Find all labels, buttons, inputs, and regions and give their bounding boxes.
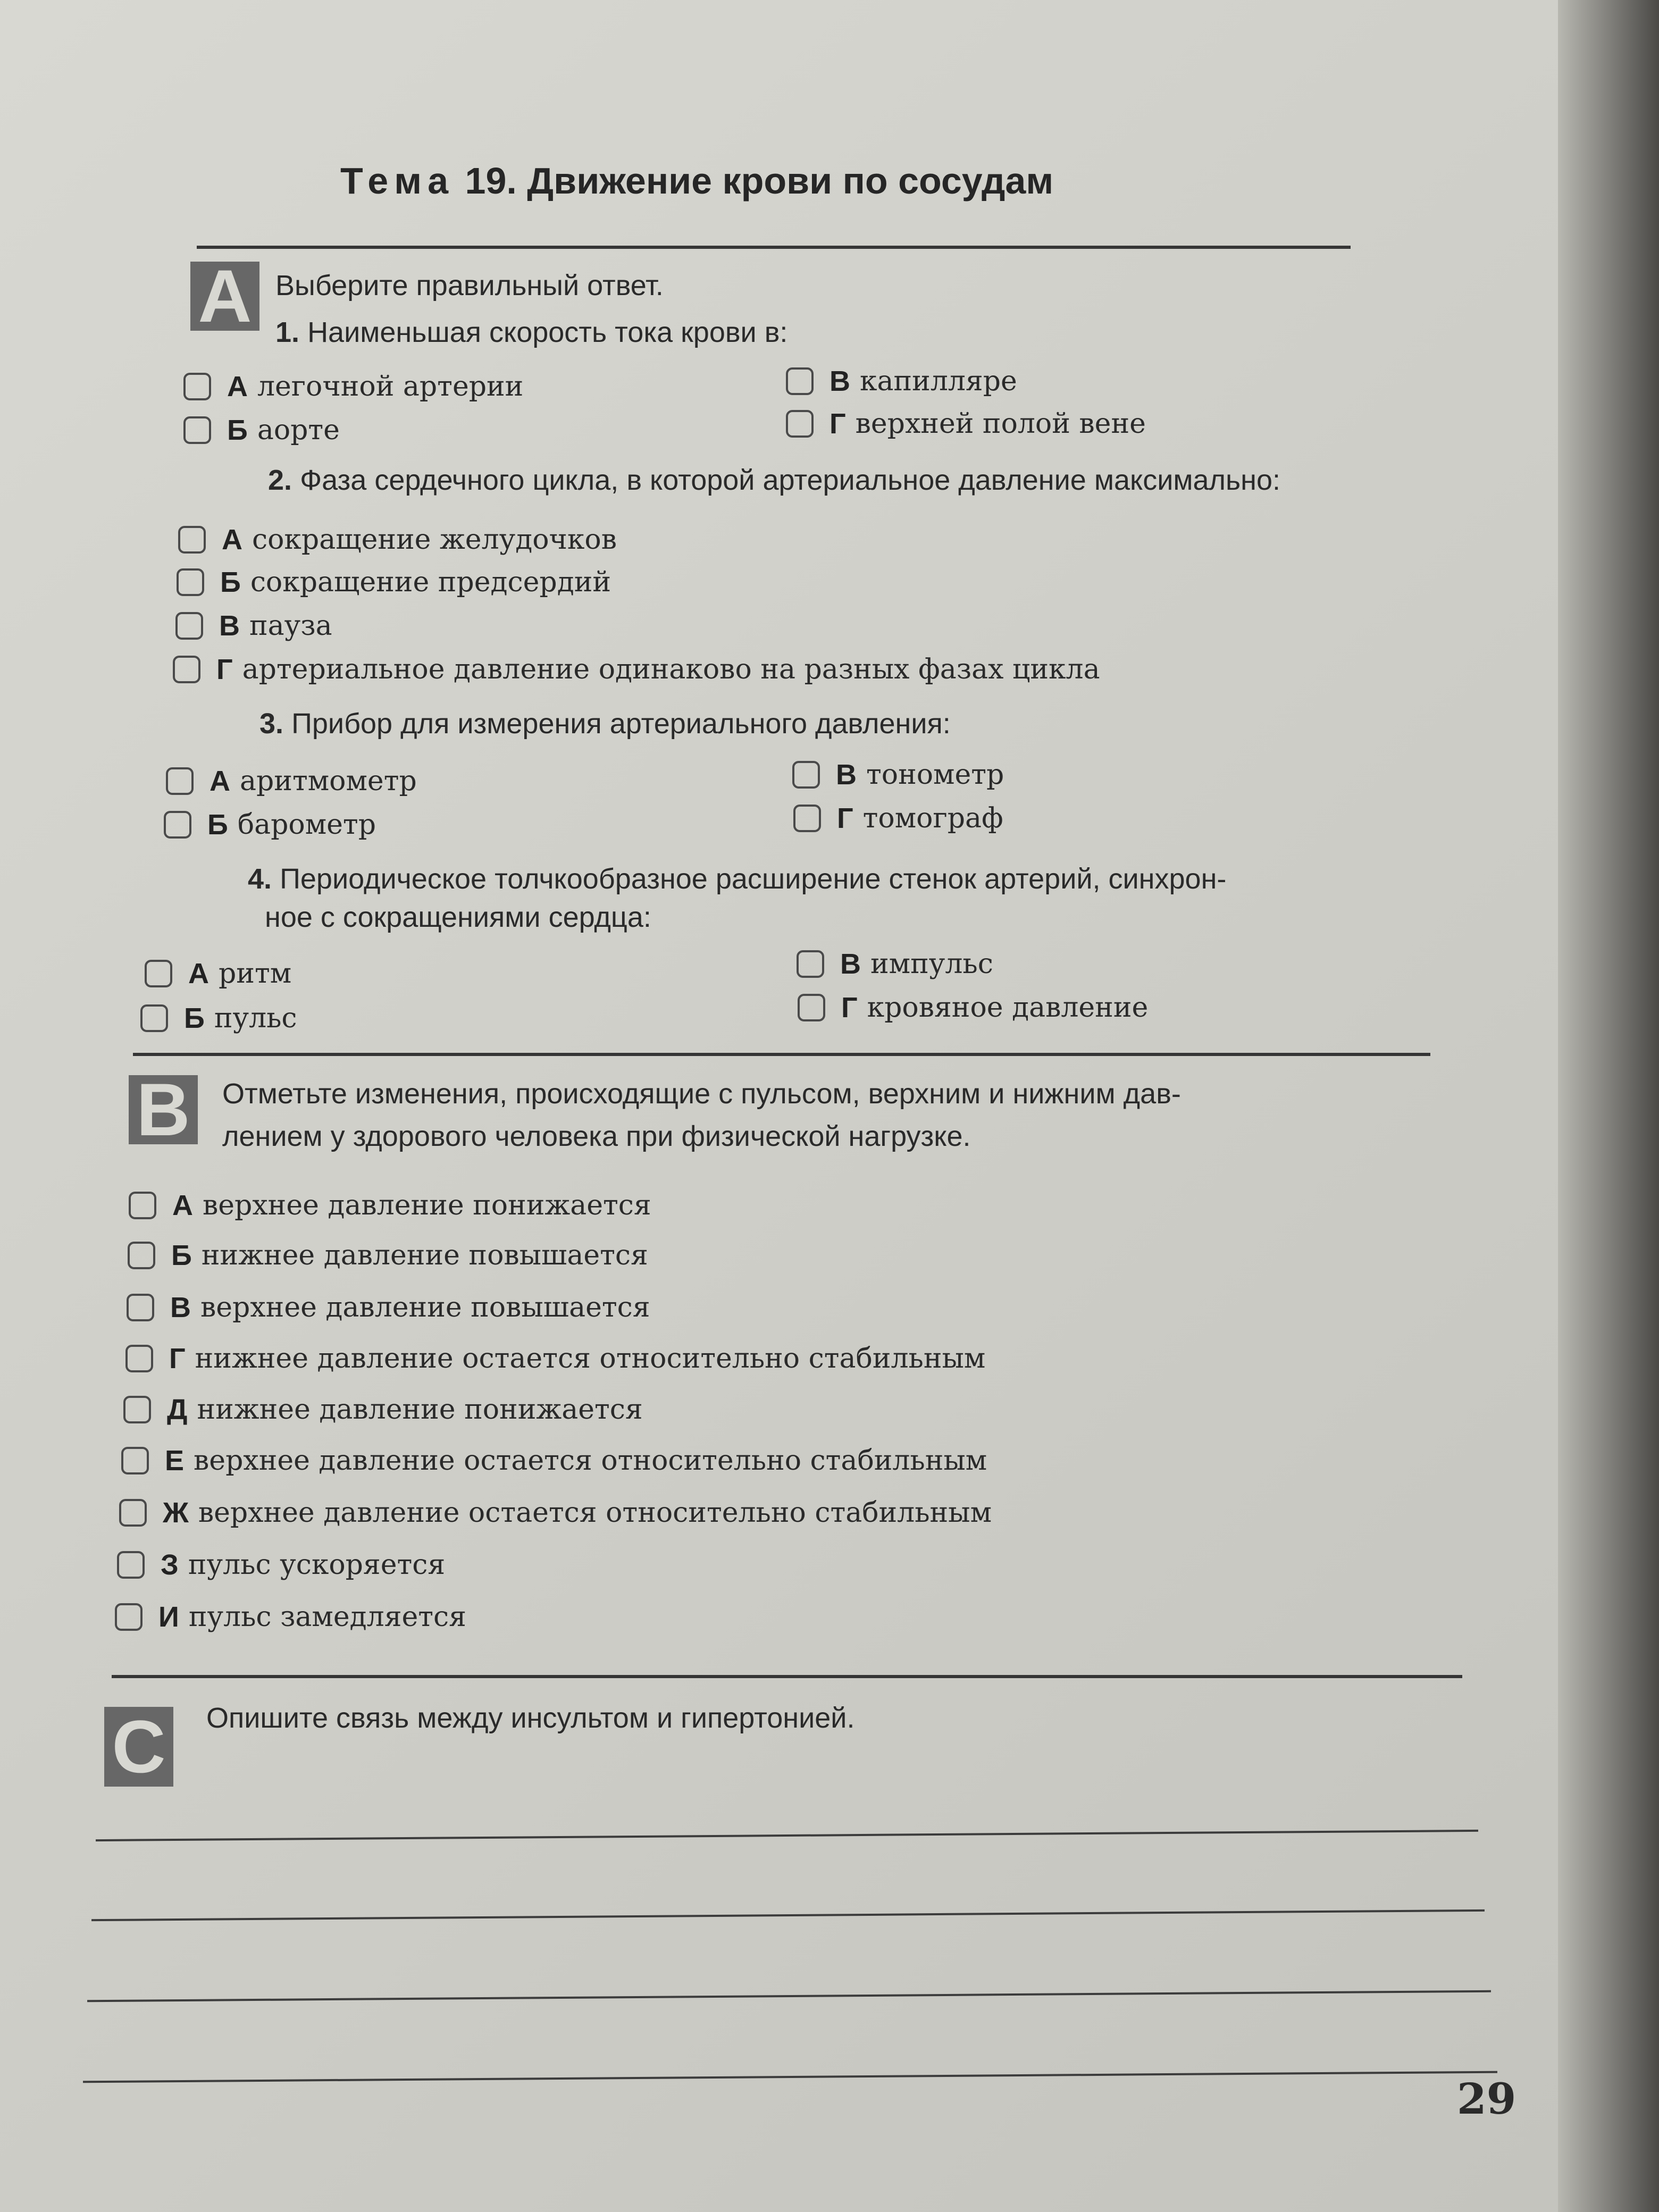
title-prefix: Тема <box>340 160 455 202</box>
option-text: артериальное давление одинаково на разных фазах цикла <box>242 653 1100 685</box>
q1-option-g[interactable] <box>786 407 1146 440</box>
option-letter: Г <box>216 653 233 685</box>
option-text: верхнее давление остается относительно стабильным <box>198 1497 992 1529</box>
section-a-badge: A <box>190 262 259 331</box>
option-letter: Б <box>207 809 228 841</box>
checkbox[interactable] <box>798 994 825 1021</box>
option-letter: А <box>172 1189 193 1221</box>
option-letter: Д <box>167 1394 188 1426</box>
checkbox[interactable] <box>166 767 194 795</box>
question-4 <box>248 862 1226 895</box>
option-text: нижнее давление остается относительно стабильным <box>195 1343 986 1375</box>
option-letter: А <box>188 958 209 990</box>
option-letter: Ж <box>163 1497 189 1529</box>
option-text: верхнее давление остается относительно стабильным <box>194 1445 987 1477</box>
section-a-divider <box>133 1053 1430 1056</box>
option-letter: Б <box>227 414 248 446</box>
checkbox[interactable] <box>178 526 206 554</box>
q2-option-v[interactable] <box>175 609 332 642</box>
checkbox[interactable] <box>175 612 203 640</box>
option-text: капилляре <box>860 365 1017 397</box>
q1-option-a[interactable] <box>183 370 523 403</box>
option-text: верхнее давление понижается <box>203 1189 651 1221</box>
option-text: верхней полой вене <box>855 408 1146 440</box>
checkbox[interactable] <box>115 1603 143 1631</box>
page-edge <box>1558 0 1659 2212</box>
q1-option-v[interactable] <box>786 365 1017 398</box>
question-3 <box>259 707 951 740</box>
option-text: нижнее давление понижается <box>197 1394 643 1426</box>
option-text: импульс <box>870 948 993 980</box>
option-letter: В <box>840 948 861 980</box>
option-text: нижнее давление повышается <box>201 1239 648 1271</box>
option-text: аорте <box>257 414 340 446</box>
option-letter: Б <box>220 566 241 598</box>
option-text: пульс ускоряется <box>188 1549 446 1581</box>
option-letter: В <box>170 1292 191 1323</box>
checkbox[interactable] <box>786 367 814 395</box>
q4-option-v[interactable] <box>797 948 993 981</box>
question-1-text: Наименьшая скорость тока крови в: <box>307 316 788 348</box>
section-c-instruction: Опишите связь между инсультом и гипертонией. <box>206 1702 855 1734</box>
question-2 <box>268 464 1280 497</box>
checkbox[interactable] <box>128 1242 155 1269</box>
option-text: легочной артерии <box>257 371 524 403</box>
checkbox[interactable] <box>797 950 824 978</box>
b-option-z[interactable] <box>117 1548 445 1581</box>
checkbox[interactable] <box>140 1004 168 1032</box>
checkbox[interactable] <box>793 805 821 832</box>
q2-option-a[interactable] <box>178 523 617 556</box>
section-b-badge: B <box>129 1075 198 1144</box>
option-text: томограф <box>862 802 1003 834</box>
option-text: аритмометр <box>240 765 417 797</box>
question-2-text: Фаза сердечного цикла, в которой артериальное давление максимально: <box>300 464 1281 496</box>
b-option-g[interactable] <box>125 1342 985 1375</box>
option-letter: Б <box>184 1002 205 1034</box>
option-text: ритм <box>219 958 292 990</box>
option-text: верхнее давление повышается <box>200 1292 650 1323</box>
option-letter: Г <box>841 992 858 1024</box>
page-number: 29 <box>1457 2074 1516 2124</box>
question-4-continued: ное с сокращениями сердца: <box>265 901 651 933</box>
option-letter: Г <box>169 1343 186 1375</box>
checkbox[interactable] <box>145 960 172 987</box>
option-letter: Б <box>171 1239 192 1271</box>
section-a-instruction: Выберите правильный ответ. <box>275 270 664 301</box>
section-b-instruction-line2: лением у здорового человека при физической нагрузке. <box>222 1120 971 1152</box>
b-option-e[interactable] <box>121 1444 987 1477</box>
question-1-number: 1. <box>275 316 300 348</box>
option-text: тонометр <box>866 759 1004 791</box>
b-option-v[interactable] <box>127 1291 650 1324</box>
title-divider <box>197 246 1351 249</box>
option-text: пульс <box>214 1002 297 1034</box>
checkbox[interactable] <box>123 1396 151 1423</box>
q3-option-b[interactable] <box>164 808 376 841</box>
checkbox[interactable] <box>792 761 820 789</box>
title-text: 19. Движение крови по сосудам <box>465 160 1054 202</box>
section-b-instruction-line1: Отметьте изменения, происходящие с пульсом, верхним и нижним дав- <box>222 1078 1181 1110</box>
section-c-badge: C <box>104 1707 173 1787</box>
option-letter: Г <box>830 408 846 440</box>
checkbox[interactable] <box>119 1499 147 1527</box>
question-3-text: Прибор для измерения артериального давления: <box>291 708 951 740</box>
q3-option-a[interactable] <box>166 765 417 798</box>
q3-option-v[interactable] <box>792 758 1004 791</box>
option-text: пауза <box>249 610 332 642</box>
question-4-text-line1: Периодическое толчкообразное расширение стенок артерий, синхрон- <box>280 863 1227 895</box>
option-letter: И <box>158 1601 179 1633</box>
b-option-zh[interactable] <box>119 1496 992 1529</box>
q2-option-b[interactable] <box>177 566 611 599</box>
checkbox[interactable] <box>127 1294 154 1321</box>
option-letter: З <box>161 1549 179 1581</box>
checkbox[interactable] <box>121 1447 149 1474</box>
checkbox[interactable] <box>117 1551 145 1579</box>
option-letter: В <box>836 759 857 791</box>
option-letter: Е <box>165 1445 185 1477</box>
question-3-number: 3. <box>259 708 284 740</box>
q4-option-g[interactable] <box>798 991 1148 1024</box>
option-letter: В <box>219 610 240 642</box>
checkbox[interactable] <box>173 656 200 683</box>
q2-option-g[interactable] <box>173 653 1100 686</box>
option-text: кровяное давление <box>867 992 1149 1024</box>
b-option-i[interactable] <box>115 1601 466 1633</box>
option-letter: Г <box>837 802 853 834</box>
q4-option-b[interactable] <box>140 1002 297 1035</box>
question-4-number: 4. <box>248 863 272 895</box>
option-text: сокращение предсердий <box>250 566 611 598</box>
b-option-b[interactable] <box>128 1239 648 1272</box>
page-title <box>340 160 1244 202</box>
option-text: сокращение желудочков <box>252 524 617 556</box>
option-letter: А <box>227 371 248 403</box>
option-text: барометр <box>237 809 376 841</box>
checkbox[interactable] <box>183 416 211 444</box>
q4-option-a[interactable] <box>145 957 291 990</box>
q3-option-g[interactable] <box>793 802 1003 835</box>
option-letter: А <box>222 524 242 556</box>
checkbox[interactable] <box>164 811 191 839</box>
option-letter: В <box>830 365 850 397</box>
b-option-d[interactable] <box>123 1393 643 1426</box>
checkbox[interactable] <box>177 568 204 596</box>
question-1 <box>275 316 787 349</box>
question-2-number: 2. <box>268 464 292 496</box>
checkbox[interactable] <box>129 1192 156 1219</box>
checkbox[interactable] <box>786 410 814 438</box>
b-option-a[interactable] <box>129 1189 651 1222</box>
option-text: пульс замедляется <box>188 1601 466 1633</box>
q1-option-b[interactable] <box>183 414 340 447</box>
checkbox[interactable] <box>125 1345 153 1372</box>
option-letter: А <box>210 765 230 797</box>
section-b-divider <box>112 1675 1462 1678</box>
checkbox[interactable] <box>183 373 211 400</box>
